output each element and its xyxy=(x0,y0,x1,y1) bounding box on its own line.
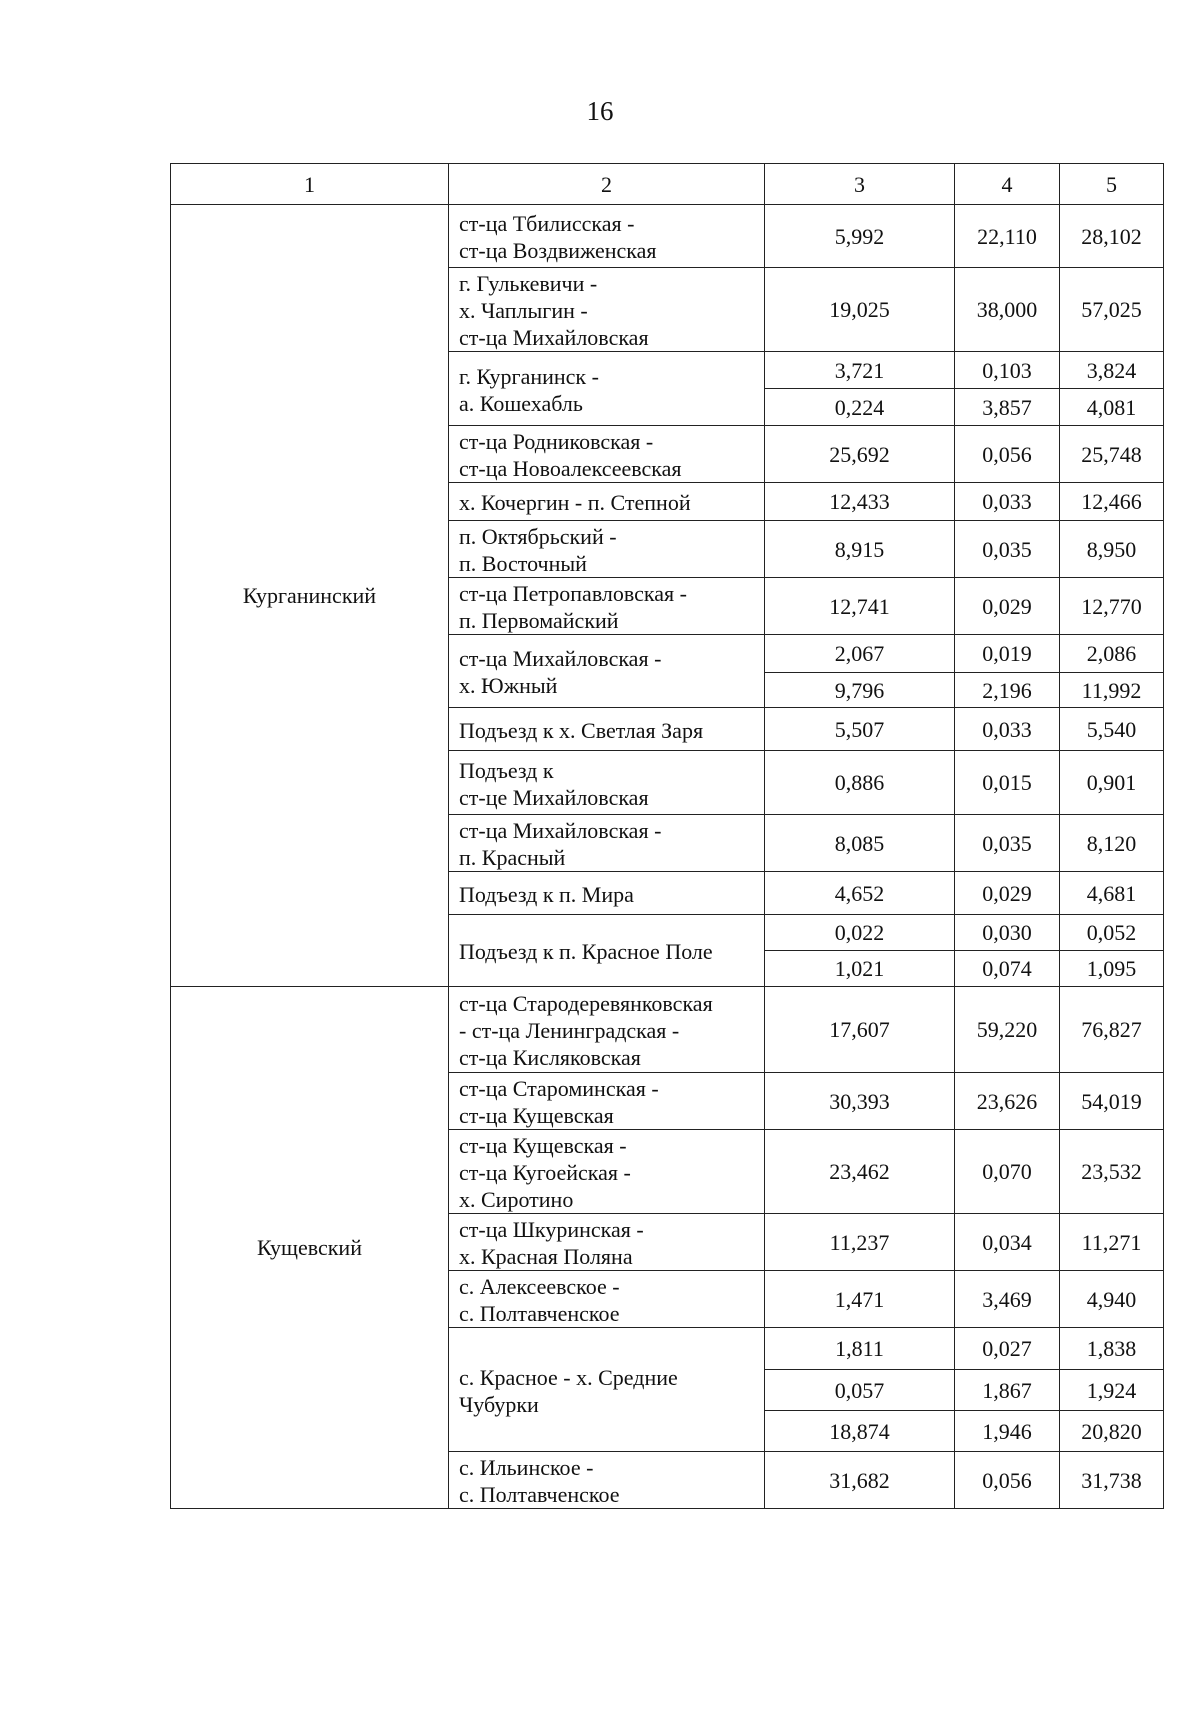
value-cell-col3: 19,025 xyxy=(765,268,955,352)
route-name-line: Подъезд к xyxy=(459,757,554,783)
value-cell-col4: 0,033 xyxy=(955,483,1060,521)
value-cell-col3: 1,021 xyxy=(765,951,955,987)
value-cell-col4: 23,626 xyxy=(955,1073,1060,1130)
value-cell-col3: 23,462 xyxy=(765,1130,955,1214)
district-name: Кущевский xyxy=(257,1235,362,1260)
value-cell-col5: 23,532 xyxy=(1060,1130,1164,1214)
route-name-line: с. Ильинское - xyxy=(459,1455,594,1480)
route-name-line: Чубурки xyxy=(459,1391,539,1417)
value-cell-col4: 0,027 xyxy=(955,1328,1060,1370)
value-cell-col4: 0,035 xyxy=(955,815,1060,872)
route-cell xyxy=(449,426,765,483)
value-cell-col5: 28,102 xyxy=(1060,205,1164,268)
value-cell-col5: 0,901 xyxy=(1060,751,1164,815)
value-cell-col3: 2,067 xyxy=(765,635,955,673)
value-cell-col4: 3,857 xyxy=(955,389,1060,426)
route-name-line: с. Красное - х. Средние xyxy=(459,1364,678,1390)
route-cell xyxy=(449,915,765,987)
value-cell-col5: 8,950 xyxy=(1060,521,1164,578)
value-cell-col5: 54,019 xyxy=(1060,1073,1164,1130)
value-cell-col4: 0,103 xyxy=(955,352,1060,389)
header-cell: 5 xyxy=(1060,164,1164,205)
value-cell-col4: 0,015 xyxy=(955,751,1060,815)
route-cell xyxy=(449,268,765,352)
route-name-line: п. Октябрьский - xyxy=(459,524,617,549)
route-name-line: х. Южный xyxy=(459,673,558,698)
route-name-line: Подъезд к п. Мира xyxy=(459,881,634,907)
route-name-line: х. Кочергин - п. Степной xyxy=(459,490,691,515)
value-cell-col4: 0,029 xyxy=(955,872,1060,915)
value-cell-col3: 18,874 xyxy=(765,1411,955,1452)
data-table xyxy=(170,163,1164,1509)
value-cell-col3: 4,652 xyxy=(765,872,955,915)
route-name-line: ст-ца Стародеревянковская xyxy=(459,991,713,1016)
route-name-line: ст-ца Воздвиженская xyxy=(459,238,657,263)
route-cell xyxy=(449,1452,765,1509)
value-cell-col3: 9,796 xyxy=(765,673,955,708)
value-cell-col3: 25,692 xyxy=(765,426,955,483)
route-cell xyxy=(449,1328,765,1452)
route-cell xyxy=(449,708,765,751)
value-cell-col5: 31,738 xyxy=(1060,1452,1164,1509)
value-cell-col5: 12,770 xyxy=(1060,578,1164,635)
route-name-line: п. Восточный xyxy=(459,551,587,576)
page-number: 16 xyxy=(586,96,614,126)
route-cell xyxy=(449,815,765,872)
value-cell-col4: 38,000 xyxy=(955,268,1060,352)
route-cell xyxy=(449,1214,765,1271)
route-name-line: Подъезд к х. Светлая Заря xyxy=(459,717,704,743)
value-cell-col3: 0,886 xyxy=(765,751,955,815)
route-name-line: с. Полтавченское xyxy=(459,1482,620,1507)
value-cell-col4: 0,056 xyxy=(955,1452,1060,1509)
route-name-line: х. Красная Поляна xyxy=(459,1244,633,1269)
value-cell-col5: 1,838 xyxy=(1060,1328,1164,1370)
value-cell-col3: 5,992 xyxy=(765,205,955,268)
route-name-line: ст-ца Михайловская xyxy=(459,325,649,350)
value-cell-col3: 12,741 xyxy=(765,578,955,635)
route-name-line: ст-це Михайловская xyxy=(459,784,649,810)
route-cell xyxy=(449,205,765,268)
value-cell-col5: 20,820 xyxy=(1060,1411,1164,1452)
value-cell-col4: 1,946 xyxy=(955,1411,1060,1452)
table-row xyxy=(171,205,1164,268)
route-cell xyxy=(449,751,765,815)
table-row xyxy=(171,987,1164,1073)
route-cell xyxy=(449,1130,765,1214)
value-cell-col4: 0,019 xyxy=(955,635,1060,673)
value-cell-col4: 1,867 xyxy=(955,1370,1060,1411)
value-cell-col3: 0,022 xyxy=(765,915,955,951)
route-name-line: ст-ца Петропавловская - xyxy=(459,581,687,606)
route-cell xyxy=(449,1271,765,1328)
header-cell: 1 xyxy=(171,164,449,205)
value-cell-col3: 1,811 xyxy=(765,1328,955,1370)
route-name-line: с. Полтавченское xyxy=(459,1301,620,1326)
route-name-line: с. Алексеевское - xyxy=(459,1274,620,1299)
value-cell-col5: 57,025 xyxy=(1060,268,1164,352)
route-name-line: х. Чаплыгин - xyxy=(459,298,588,323)
route-cell xyxy=(449,352,765,426)
value-cell-col4: 3,469 xyxy=(955,1271,1060,1328)
header-cell: 4 xyxy=(955,164,1060,205)
route-name-line: ст-ца Кущевская - xyxy=(459,1133,627,1158)
route-name-line: ст-ца Кугоейская - xyxy=(459,1160,631,1185)
value-cell-col5: 0,052 xyxy=(1060,915,1164,951)
value-cell-col4: 0,070 xyxy=(955,1130,1060,1214)
route-cell xyxy=(449,483,765,521)
value-cell-col3: 3,721 xyxy=(765,352,955,389)
value-cell-col3: 1,471 xyxy=(765,1271,955,1328)
value-cell-col4: 0,056 xyxy=(955,426,1060,483)
value-cell-col3: 30,393 xyxy=(765,1073,955,1130)
route-name-line: ст-ца Кущевская xyxy=(459,1103,614,1128)
value-cell-col5: 12,466 xyxy=(1060,483,1164,521)
value-cell-col5: 4,681 xyxy=(1060,872,1164,915)
value-cell-col4: 0,035 xyxy=(955,521,1060,578)
value-cell-col5: 25,748 xyxy=(1060,426,1164,483)
value-cell-col3: 0,224 xyxy=(765,389,955,426)
route-name-line: ст-ца Тбилисская - xyxy=(459,211,635,236)
value-cell-col3: 8,915 xyxy=(765,521,955,578)
value-cell-col4: 2,196 xyxy=(955,673,1060,708)
value-cell-col3: 17,607 xyxy=(765,987,955,1073)
value-cell-col4: 0,033 xyxy=(955,708,1060,751)
route-cell xyxy=(449,872,765,915)
route-name-line: ст-ца Новоалексеевская xyxy=(459,456,682,481)
value-cell-col4: 0,030 xyxy=(955,915,1060,951)
route-name-line: ст-ца Староминская - xyxy=(459,1076,659,1101)
route-cell xyxy=(449,987,765,1073)
route-cell xyxy=(449,1073,765,1130)
value-cell-col5: 1,924 xyxy=(1060,1370,1164,1411)
route-name-line: ст-ца Михайловская - xyxy=(459,646,662,671)
value-cell-col4: 59,220 xyxy=(955,987,1060,1073)
value-cell-col5: 76,827 xyxy=(1060,987,1164,1073)
route-name-line: г. Гулькевичи - xyxy=(459,271,598,296)
route-name-line: ст-ца Родниковская - xyxy=(459,429,654,454)
value-cell-col3: 31,682 xyxy=(765,1452,955,1509)
value-cell-col4: 0,074 xyxy=(955,951,1060,987)
value-cell-col4: 22,110 xyxy=(955,205,1060,268)
route-name-line: х. Сиротино xyxy=(459,1187,574,1212)
route-name-line: п. Красный xyxy=(459,845,566,870)
value-cell-col5: 11,271 xyxy=(1060,1214,1164,1271)
value-cell-col3: 11,237 xyxy=(765,1214,955,1271)
table-body xyxy=(171,164,1164,1509)
route-name-line: Подъезд к п. Красное Поле xyxy=(459,939,713,964)
value-cell-col4: 0,034 xyxy=(955,1214,1060,1271)
route-name-line: ст-ца Шкуринская - xyxy=(459,1217,644,1242)
value-cell-col5: 11,992 xyxy=(1060,673,1164,708)
route-name-line: п. Первомайский xyxy=(459,608,619,633)
route-name-line: ст-ца Кисляковская xyxy=(459,1045,641,1070)
value-cell-col5: 2,086 xyxy=(1060,635,1164,673)
header-cell: 2 xyxy=(449,164,765,205)
district-cell xyxy=(171,987,449,1509)
value-cell-col3: 8,085 xyxy=(765,815,955,872)
value-cell-col5: 4,940 xyxy=(1060,1271,1164,1328)
header-row xyxy=(171,164,1164,205)
value-cell-col5: 8,120 xyxy=(1060,815,1164,872)
route-name-line: а. Кошехабль xyxy=(459,390,583,416)
value-cell-col5: 5,540 xyxy=(1060,708,1164,751)
district-name: Курганинский xyxy=(242,583,377,608)
value-cell-col4: 0,029 xyxy=(955,578,1060,635)
value-cell-col3: 0,057 xyxy=(765,1370,955,1411)
value-cell-col5: 1,095 xyxy=(1060,951,1164,987)
route-name-line: ст-ца Михайловская - xyxy=(459,818,662,843)
route-cell xyxy=(449,578,765,635)
route-cell xyxy=(449,635,765,708)
route-name-line: г. Курганинск - xyxy=(459,363,599,389)
value-cell-col5: 4,081 xyxy=(1060,389,1164,426)
route-name-line: - ст-ца Ленинградская - xyxy=(459,1018,680,1043)
value-cell-col3: 5,507 xyxy=(765,708,955,751)
route-cell xyxy=(449,521,765,578)
district-cell xyxy=(171,205,449,987)
value-cell-col3: 12,433 xyxy=(765,483,955,521)
value-cell-col5: 3,824 xyxy=(1060,352,1164,389)
header-cell: 3 xyxy=(765,164,955,205)
